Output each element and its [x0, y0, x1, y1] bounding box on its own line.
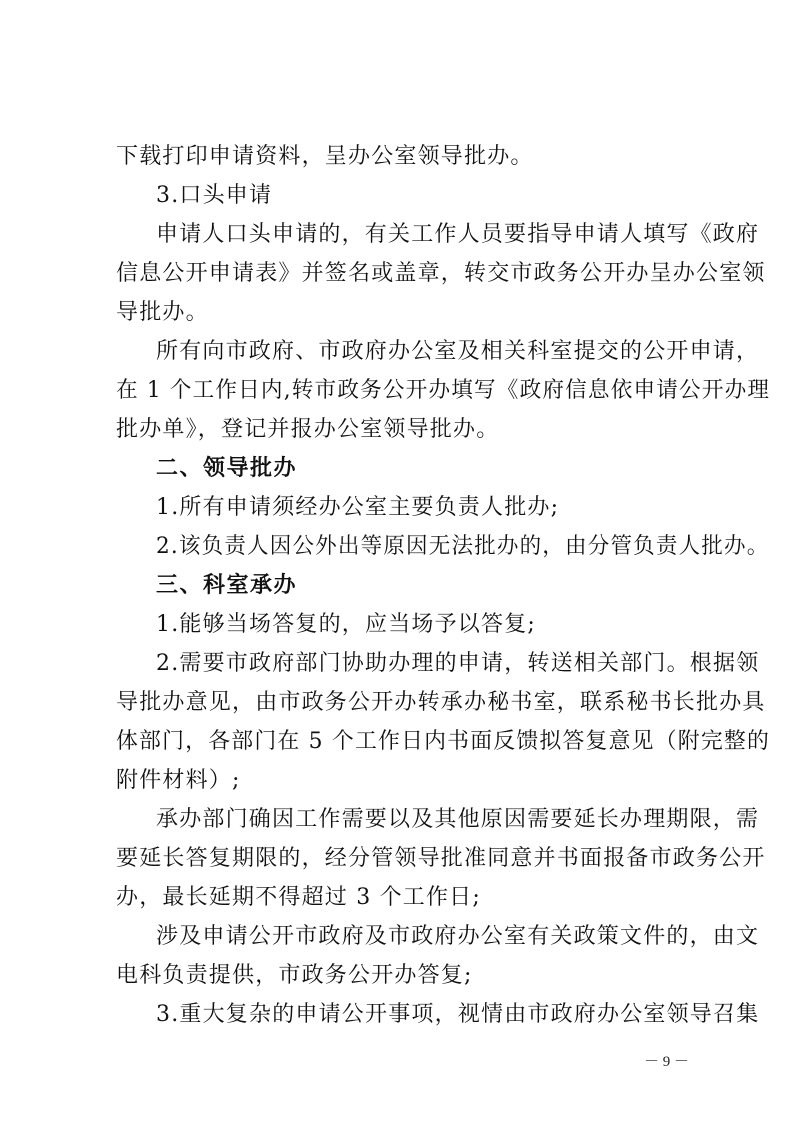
paragraph-line: 下载打印申请资料，呈办公室领导批办。: [116, 144, 534, 169]
paragraph-line: 附件材料）;: [116, 768, 241, 793]
paragraph-line: 信息公开申请表》并签名或盖章，转交市政务公开办呈办公室领: [116, 261, 766, 286]
paragraph-line: 1.能够当场答复的，应当场予以答复;: [156, 612, 537, 637]
paragraph-line: 在 1 个工作日内,转市政务公开办填写《政府信息依申请公开办理: [116, 378, 771, 403]
paragraph-line: 体部门，各部门在 5 个工作日内书面反馈拟答复意见（附完整的: [116, 729, 771, 754]
paragraph-line: 导批办。: [116, 300, 209, 325]
paragraph-line: 电科负责提供，市政务公开办答复;: [116, 963, 473, 988]
page-number: － 9 －: [644, 1054, 690, 1070]
section-heading: 三、科室承办: [156, 573, 298, 598]
paragraph-line: 2.需要市政府部门协助办理的申请，转送相关部门。根据领: [156, 651, 760, 676]
paragraph-line: 涉及申请公开市政府及市政府办公室有关政策文件的，由文: [156, 924, 760, 949]
paragraph-line: 所有向市政府、市政府办公室及相关科室提交的公开申请，: [156, 339, 760, 364]
paragraph-line: 2.该负责人因公外出等原因无法批办的，由分管负责人批办。: [156, 534, 770, 559]
paragraph-line: 承办部门确因工作需要以及其他原因需要延长办理期限，需: [156, 807, 760, 832]
paragraph-line: 批办单》，登记并报办公室领导批办。: [116, 417, 500, 442]
paragraph-line: 要延长答复期限的，经分管领导批准同意并书面报备市政务公开: [116, 846, 766, 871]
subsection-heading: 3.口头申请: [156, 183, 273, 208]
paragraph-line: 申请人口头申请的，有关工作人员要指导申请人填写《政府: [156, 222, 760, 247]
paragraph-line: 办，最长延期不得超过 3 个工作日;: [116, 885, 481, 910]
paragraph-line: 3.重大复杂的申请公开事项，视情由市政府办公室领导召集: [156, 1002, 760, 1027]
paragraph-line: 1.所有申请须经办公室主要负责人批办;: [156, 495, 560, 520]
paragraph-line: 导批办意见，由市政务公开办转承办秘书室，联系秘书长批办具: [116, 690, 766, 715]
section-heading: 二、领导批办: [156, 456, 298, 481]
